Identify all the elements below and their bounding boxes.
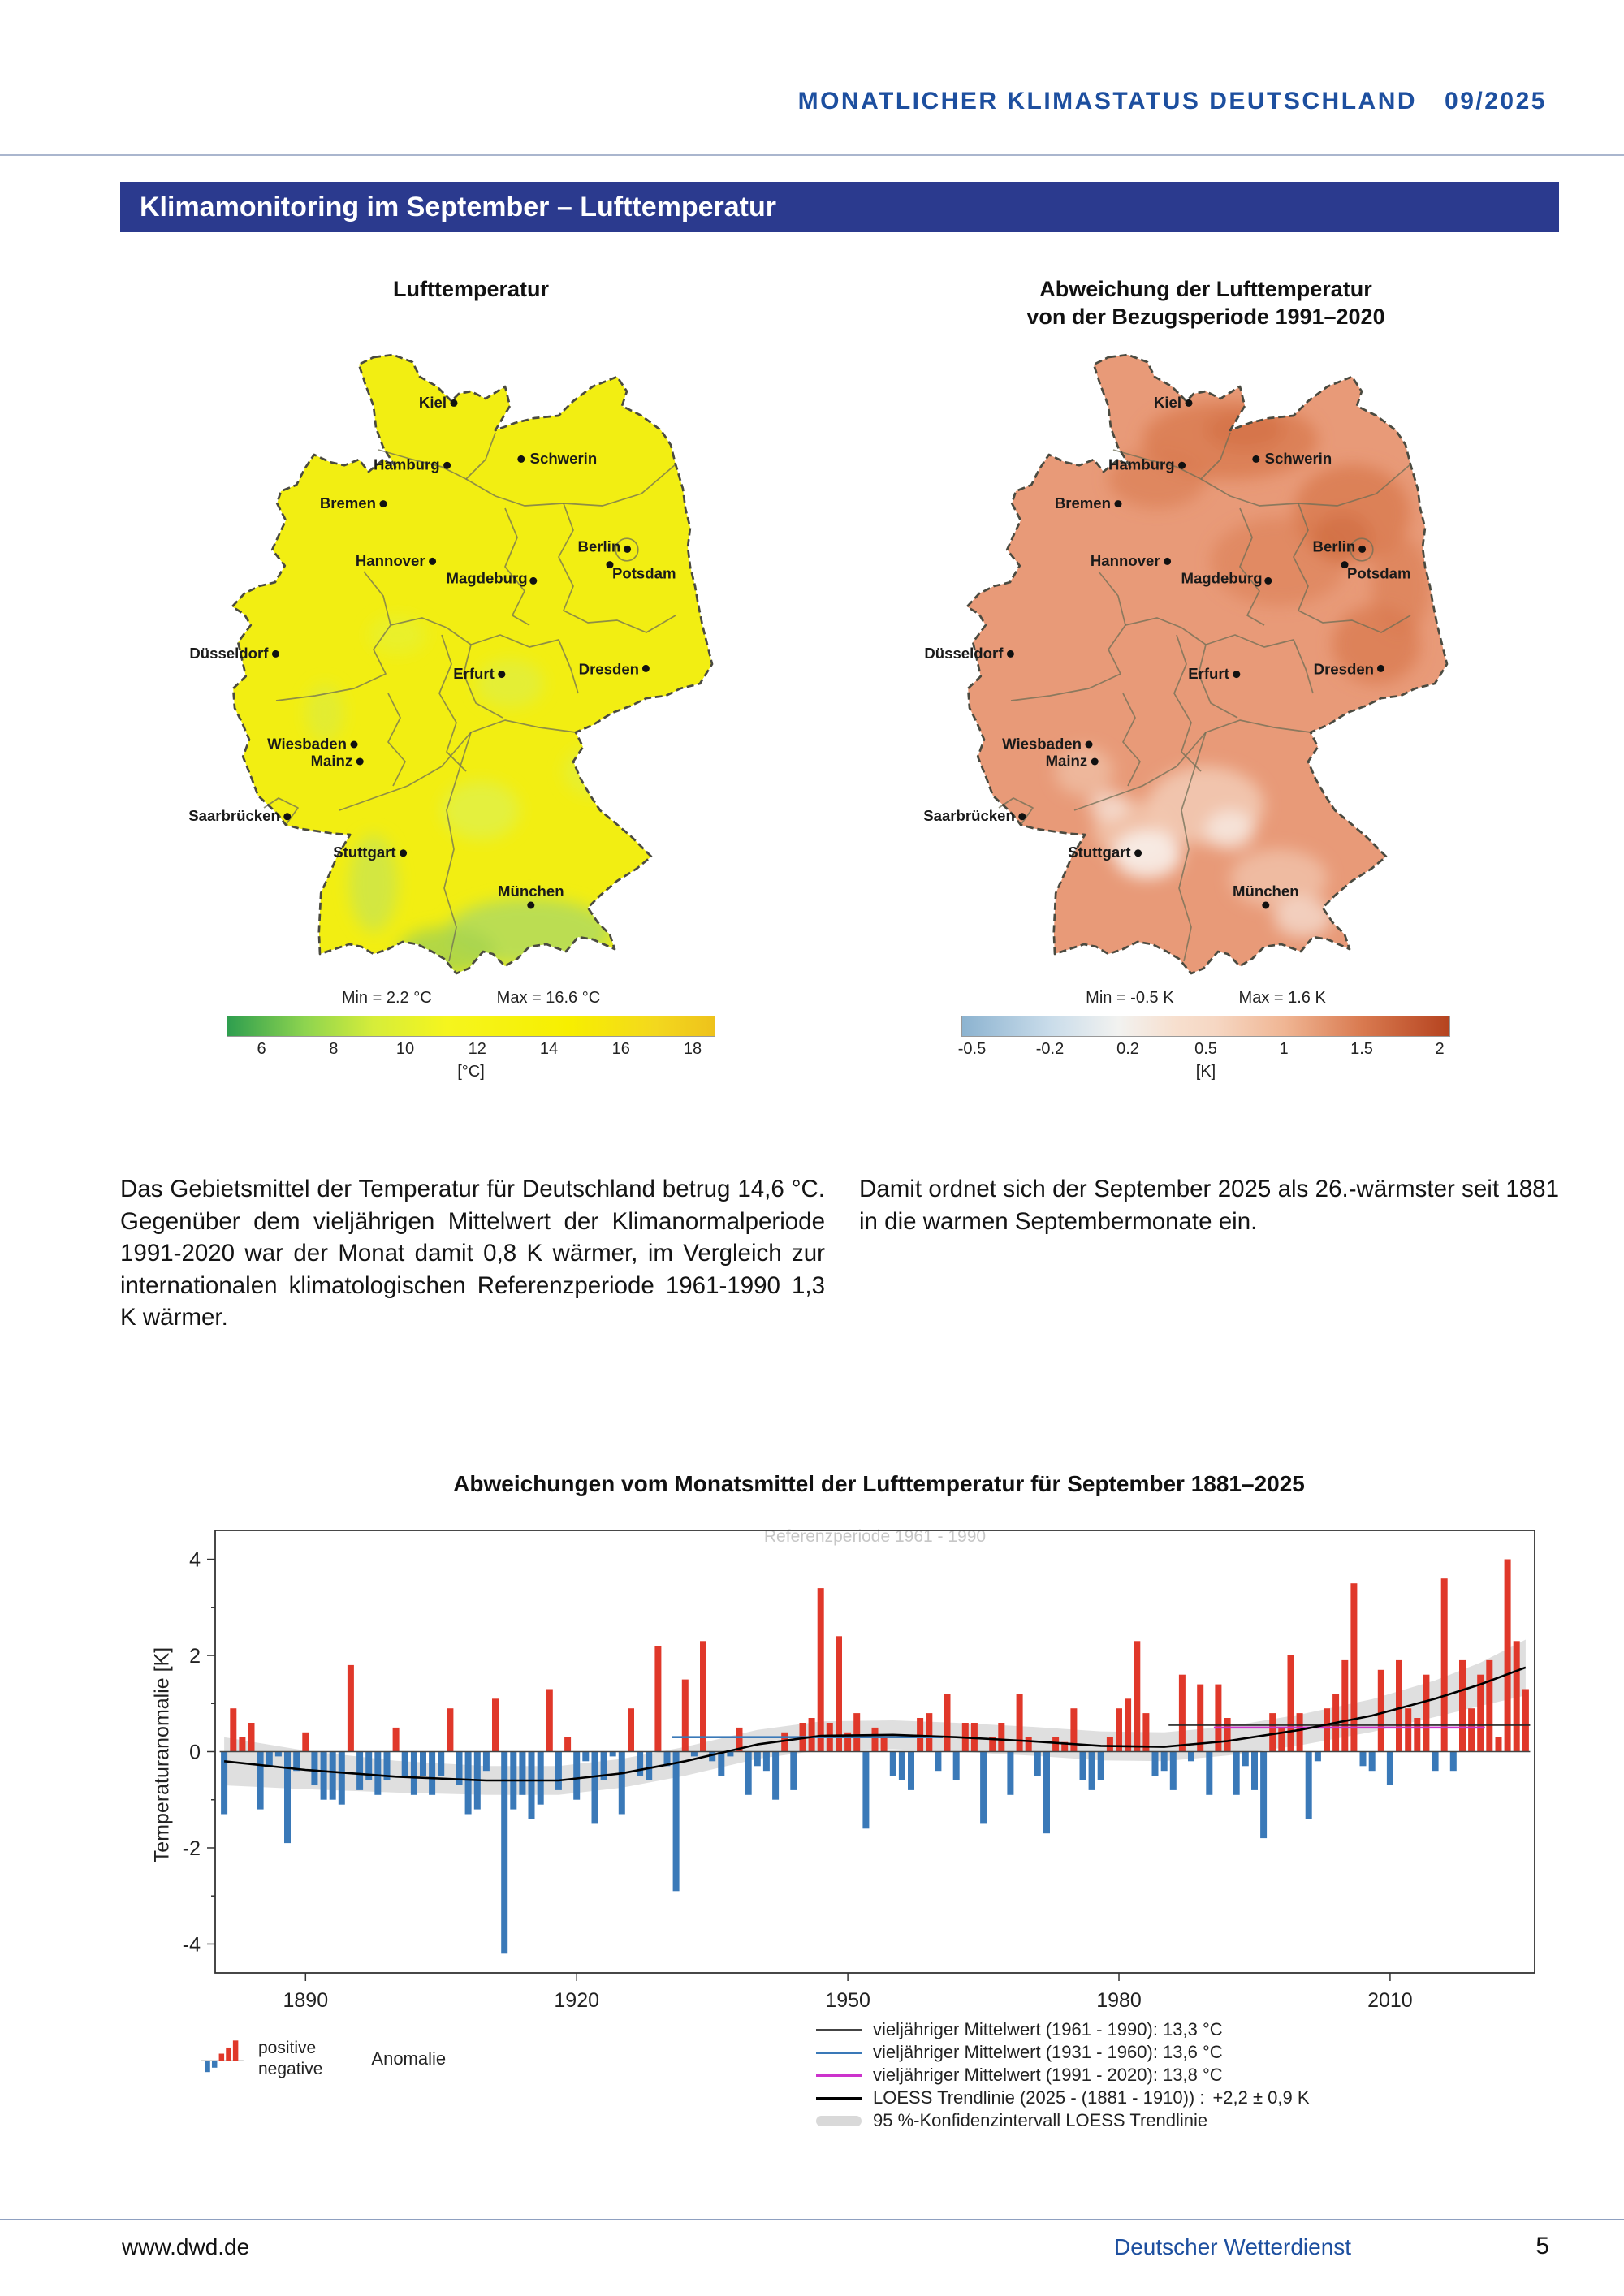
temperature-scale-unit: [°C] [457, 1063, 485, 1081]
anomaly-bar-1990 [1206, 1752, 1212, 1795]
anomaly-bar-1902 [411, 1752, 417, 1795]
anomaly-bar-2011 [1396, 1660, 1402, 1752]
anomaly-minmax [962, 989, 1449, 1008]
scale-tick-label: 18 [683, 1040, 702, 1058]
anomaly-bar-1988 [1188, 1752, 1194, 1762]
x-tick-label: 1920 [554, 1989, 600, 2012]
anomaly-bar-1887 [275, 1752, 282, 1757]
anomaly-bar-1965 [980, 1752, 987, 1824]
temperature-scale-ticks [227, 1040, 715, 1061]
anomaly-bar-1987 [1179, 1675, 1186, 1752]
anomaly-bar-1952 [862, 1752, 869, 1829]
anomaly-scale-unit: [K] [1195, 1063, 1216, 1081]
anomaly-bar-1982 [1134, 1641, 1140, 1751]
city-dot-Hamburg [1178, 462, 1186, 469]
mean-1961-1990-label: vieljähriger Mittelwert (1961 - 1990): 13,3 °C [873, 2019, 1223, 2039]
anomaly-bar-1986 [1170, 1752, 1177, 1790]
anomaly-bar-1886 [266, 1752, 273, 1767]
anomaly-bar-1911 [492, 1698, 499, 1751]
summary-paragraph-right: Damit ordnet sich der September 2025 als 26.-wärmster seit 1881 in die warmen Septembermonate ein. [859, 1176, 1559, 1235]
city-dot-Schwerin [517, 455, 525, 463]
germany-map-temperature [188, 343, 715, 976]
legend-row-loess [816, 2087, 1310, 2109]
city-dot-Mainz [356, 758, 364, 766]
city-label-Düsseldorf: Düsseldorf [924, 644, 1004, 662]
footer-url: www.dwd.de [122, 2234, 250, 2259]
city-dot-Kiel [451, 399, 458, 407]
city-dot-München [1262, 902, 1269, 909]
anomaly-legend-pos-neg [258, 2038, 322, 2081]
city-label-Hannover: Hannover [1090, 551, 1160, 569]
city-label-Berlin: Berlin [1312, 537, 1356, 555]
anomaly-bar-1978 [1098, 1752, 1104, 1781]
city-label-Potsdam: Potsdam [612, 564, 676, 582]
city-label-Düsseldorf: Düsseldorf [189, 644, 269, 662]
anomaly-bar-2003 [1324, 1708, 1330, 1751]
anomaly-bar-1981 [1125, 1698, 1131, 1751]
y-tick-label: -2 [182, 1836, 201, 1860]
city-dot-Wiesbaden [351, 741, 358, 749]
legend-row-mean-1961-1990 [816, 2018, 1310, 2041]
anomaly-bar-1922 [592, 1752, 598, 1824]
anomaly-bar-1929 [654, 1646, 661, 1751]
scale-tick-label: 1.5 [1350, 1040, 1373, 1058]
anomaly-bar-2009 [1378, 1670, 1384, 1752]
anomaly-bar-1893 [330, 1752, 336, 1800]
anomaly-word: Anomalie [371, 2048, 447, 2069]
anomaly-bar-2025 [1522, 1690, 1529, 1752]
temperature-minmax [227, 989, 715, 1008]
footer-organization: Deutscher Wetterdienst [1114, 2234, 1352, 2259]
negative-label: negative [258, 2060, 323, 2078]
anomaly-bar-1912 [501, 1752, 508, 1954]
city-dot-Dresden [642, 665, 650, 672]
section-title-bar [120, 182, 1559, 232]
city-dot-München [527, 902, 534, 909]
city-dot-Wiesbaden [1086, 741, 1093, 749]
anomaly-bar-1895 [348, 1665, 354, 1752]
anomaly-bar-1967 [998, 1723, 1004, 1752]
chart-y-axis-label: Temperaturanomalie [K] [150, 1646, 174, 1863]
loess-swatch [816, 2097, 862, 2100]
x-tick-label: 1980 [1096, 1989, 1142, 2012]
anomaly-bar-1900 [393, 1728, 400, 1752]
city-dot-Saarbrücken [283, 813, 291, 820]
anomaly-bar-1957 [908, 1752, 914, 1790]
anomaly-bar-2014 [1423, 1675, 1429, 1752]
city-label-Mainz: Mainz [310, 752, 353, 770]
city-dot-Stuttgart [1134, 849, 1142, 857]
loess-confidence-band [224, 1640, 1526, 1795]
anomaly-bar-2021 [1486, 1660, 1492, 1752]
city-label-Hamburg: Hamburg [374, 455, 440, 473]
city-dot-Dresden [1377, 665, 1384, 672]
anomaly-bar-1939 [745, 1752, 752, 1795]
anomaly-bar-1953 [872, 1728, 879, 1752]
anomaly-bar-1888 [284, 1752, 291, 1844]
anomaly-bar-1934 [700, 1641, 706, 1751]
city-dot-Erfurt [498, 671, 505, 678]
city-dot-Hannover [1164, 558, 1171, 565]
anomaly-bar-1928 [646, 1752, 652, 1781]
anomaly-bar-1890 [302, 1733, 309, 1752]
anomaly-bar-2010 [1387, 1752, 1393, 1786]
scale-tick-label: 0.5 [1194, 1040, 1217, 1058]
city-dot-Hannover [429, 558, 436, 565]
anomaly-bar-1891 [311, 1752, 317, 1786]
city-dot-Saarbrücken [1018, 813, 1026, 820]
anomaly-bar-2017 [1450, 1752, 1457, 1772]
anomaly-bar-1995 [1251, 1752, 1258, 1790]
anomaly-bar-1884 [248, 1723, 255, 1752]
city-label-Hamburg: Hamburg [1108, 455, 1175, 473]
section-title: Klimamonitoring im September – Lufttemperatur [140, 192, 776, 222]
legend-row-confidence-band [816, 2109, 1310, 2132]
x-tick-label: 1890 [283, 1989, 329, 2012]
scale-tick-label: -0.5 [957, 1040, 987, 1058]
city-dot-Schwerin [1252, 455, 1259, 463]
city-dot-Mainz [1091, 758, 1099, 766]
mean-1991-2020-swatch [816, 2074, 862, 2077]
anomaly-bar-1994 [1242, 1752, 1249, 1767]
max-value: Max = 1.6 K [1238, 989, 1326, 1007]
x-tick-label: 1950 [825, 1989, 870, 2012]
anomaly-bar-1924 [610, 1752, 616, 1757]
city-label-Wiesbaden: Wiesbaden [1002, 735, 1082, 753]
anomaly-bar-1903 [420, 1752, 426, 1776]
x-tick-label: 2010 [1367, 1989, 1413, 2012]
temperature-map-panel [138, 276, 804, 1081]
anomaly-bar-2008 [1369, 1752, 1376, 1772]
anomaly-bar-1971 [1034, 1752, 1041, 1776]
scale-tick-label: -0.2 [1035, 1040, 1065, 1058]
anomaly-bar-1999 [1288, 1655, 1294, 1752]
anomaly-bar-1955 [890, 1752, 896, 1776]
city-label-Magdeburg: Magdeburg [446, 569, 528, 587]
city-label-Erfurt: Erfurt [1188, 665, 1229, 682]
city-label-Hannover: Hannover [355, 551, 425, 569]
anomaly-bar-1916 [538, 1752, 544, 1805]
scale-tick-label: 8 [329, 1040, 339, 1058]
city-dot-Düsseldorf [1007, 650, 1014, 658]
anomaly-map-title-line2: von der Bezugsperiode 1991–2020 [1026, 304, 1385, 329]
anomaly-bar-1997 [1269, 1713, 1276, 1751]
y-tick-label: -4 [182, 1933, 201, 1957]
anomaly-bar-1998 [1278, 1728, 1285, 1752]
y-tick-label: 4 [189, 1548, 201, 1572]
anomaly-bar-1996 [1260, 1752, 1267, 1839]
anomaly-bar-2023 [1505, 1560, 1511, 1752]
temperature-map-title: Lufttemperatur [392, 277, 549, 301]
max-value: Max = 16.6 °C [496, 989, 601, 1007]
scale-tick-label: 16 [611, 1040, 630, 1058]
report-title: MONATLICHER KLIMASTATUS DEUTSCHLAND [797, 88, 1418, 114]
anomaly-bar-1959 [926, 1713, 932, 1751]
city-dot-Düsseldorf [272, 650, 279, 658]
anomaly-map-title [873, 276, 1539, 331]
city-label-Dresden: Dresden [1313, 660, 1374, 678]
anomaly-map-title-line1: Abweichung der Lufttemperatur [1039, 277, 1372, 301]
anomaly-bar-1941 [763, 1752, 770, 1772]
city-label-Mainz: Mainz [1045, 752, 1088, 770]
anomaly-bar-1977 [1089, 1752, 1095, 1790]
anomaly-bar-1904 [429, 1752, 435, 1795]
summary-paragraph-left: Das Gebietsmittel der Temperatur für Deutschland betrug 14,6 °C. Gegenüber dem vieljährigen Mittelwert der Klimanormalperiode 1991-2020 war der Monat damit 0,8 K wärmer, im Vergleich zur internationalen klimatologischen Referenzperiode 1961-1990 1,3 K wärmer. [120, 1176, 825, 1331]
chart-title: Abweichungen vom Monatsmittel der Lufttemperatur für September 1881–2025 [453, 1471, 1305, 1496]
city-dot-Magdeburg [1264, 577, 1272, 585]
anomaly-bar-1969 [1017, 1694, 1023, 1751]
anomaly-bar-1931 [673, 1752, 680, 1892]
anomaly-bar-2013 [1414, 1718, 1420, 1752]
anomaly-scale-ticks [957, 1040, 1449, 1061]
city-label-Wiesbaden: Wiesbaden [267, 735, 347, 753]
anomaly-bar-1946 [809, 1718, 815, 1752]
positive-label: positive [258, 2038, 317, 2057]
city-label-Schwerin: Schwerin [1264, 449, 1332, 467]
anomaly-bar-1917 [546, 1690, 553, 1752]
anomaly-bar-1970 [1026, 1737, 1032, 1752]
anomaly-map-panel [873, 276, 1539, 1081]
anomaly-bar-1894 [339, 1752, 345, 1805]
anomaly-bar-1954 [881, 1737, 888, 1752]
anomaly-bar-1896 [356, 1752, 363, 1790]
anomaly-bar-2019 [1468, 1708, 1475, 1751]
city-label-Bremen: Bremen [1054, 494, 1111, 511]
anomaly-bar-1910 [483, 1752, 490, 1772]
legend-row-mean-1931-1960 [816, 2041, 1310, 2064]
anomaly-bar-1956 [899, 1752, 905, 1781]
anomaly-bar-2002 [1315, 1752, 1321, 1762]
city-label-Dresden: Dresden [578, 660, 639, 678]
city-label-München: München [1233, 883, 1299, 900]
anomaly-color-scale [961, 1016, 1450, 1037]
anomaly-bar-2015 [1432, 1752, 1439, 1772]
anomaly-bar-1968 [1007, 1752, 1013, 1795]
report-issue: 09/2025 [1445, 88, 1547, 114]
footer-divider [0, 2219, 1624, 2220]
min-value: Min = -0.5 K [1086, 989, 1174, 1007]
anomaly-bar-2018 [1459, 1660, 1466, 1752]
city-dot-Bremen [380, 500, 387, 507]
mean-1991-2020-label: vieljähriger Mittelwert (1991 - 2020): 13,8 °C [873, 2065, 1223, 2085]
city-label-Schwerin: Schwerin [529, 449, 598, 467]
anomaly-bar-1979 [1107, 1737, 1113, 1752]
anomaly-bar-1883 [239, 1737, 245, 1752]
mean-1931-1960-swatch [816, 2052, 862, 2054]
confidence-band-swatch [816, 2116, 862, 2126]
city-label-Stuttgart: Stuttgart [1068, 844, 1131, 861]
scale-tick-label: 2 [1435, 1040, 1445, 1058]
anomaly-bar-1944 [790, 1752, 797, 1790]
city-dot-Stuttgart [400, 849, 407, 857]
legend-row-mean-1991-2020 [816, 2064, 1310, 2087]
anomaly-bar-1901 [402, 1752, 408, 1776]
anomaly-bar-1915 [529, 1752, 535, 1819]
anomaly-bar-1976 [1080, 1752, 1086, 1781]
city-dot-Berlin [1358, 546, 1366, 553]
anomaly-bar-2022 [1496, 1737, 1502, 1752]
anomaly-bar-2006 [1350, 1583, 1357, 1751]
anomaly-bar-2024 [1514, 1641, 1520, 1751]
min-value: Min = 2.2 °C [341, 989, 432, 1007]
city-dot-Bremen [1115, 500, 1122, 507]
page-number: 5 [1535, 2233, 1549, 2259]
anomaly-bar-1892 [321, 1752, 327, 1800]
y-tick-label: 0 [189, 1741, 201, 1764]
city-label-Kiel: Kiel [418, 393, 447, 411]
anomaly-bar-1897 [365, 1752, 372, 1781]
anomaly-bar-1972 [1043, 1752, 1050, 1834]
city-label-Kiel: Kiel [1153, 393, 1181, 411]
city-label-Potsdam: Potsdam [1347, 564, 1411, 582]
mean-1931-1960-label: vieljähriger Mittelwert (1931 - 1960): 13,6 °C [873, 2042, 1223, 2062]
anomaly-bar-1918 [555, 1752, 562, 1790]
anomaly-bar-1949 [836, 1636, 842, 1751]
anomaly-bar-1936 [718, 1752, 724, 1776]
anomaly-bar-1993 [1233, 1752, 1240, 1795]
city-label-Saarbrücken: Saarbrücken [188, 807, 280, 825]
scale-tick-label: 12 [468, 1040, 486, 1058]
anomaly-bar-1908 [465, 1752, 472, 1815]
anomaly-bar-1914 [519, 1752, 525, 1795]
city-dot-Erfurt [1233, 671, 1240, 678]
anomaly-bar-2020 [1477, 1675, 1484, 1752]
scale-tick-label: 0.2 [1116, 1040, 1139, 1058]
scale-tick-label: 6 [257, 1040, 266, 1058]
scale-tick-label: 1 [1279, 1040, 1289, 1058]
anomaly-bar-1898 [374, 1752, 381, 1795]
anomaly-legend-icon [201, 2034, 245, 2084]
anomaly-bar-1919 [564, 1737, 571, 1752]
anomaly-bar-1933 [691, 1752, 698, 1757]
anomaly-legend [201, 2034, 446, 2084]
anomaly-bar-1882 [230, 1708, 236, 1751]
temperature-color-scale [227, 1016, 715, 1037]
anomaly-bar-1906 [447, 1708, 453, 1751]
anomaly-bar-1960 [935, 1752, 941, 1772]
anomaly-bar-1947 [818, 1588, 824, 1751]
anomaly-bar-1932 [682, 1680, 689, 1752]
city-label-Saarbrücken: Saarbrücken [923, 807, 1015, 825]
city-label-Stuttgart: Stuttgart [333, 844, 396, 861]
report-header [0, 88, 1547, 115]
anomaly-bar-1927 [637, 1752, 643, 1776]
anomaly-bar-2000 [1297, 1713, 1303, 1751]
city-label-München: München [498, 883, 564, 900]
anomaly-bar-2007 [1360, 1752, 1367, 1767]
loess-trend-value: +2,2 ± 0,9 K [1212, 2087, 1310, 2108]
city-dot-Kiel [1186, 399, 1193, 407]
anomaly-bar-1962 [953, 1752, 960, 1781]
city-label-Magdeburg: Magdeburg [1181, 569, 1263, 587]
anomaly-bar-1920 [573, 1752, 580, 1800]
anomaly-bar-1940 [754, 1752, 761, 1767]
anomaly-bar-2005 [1341, 1660, 1348, 1752]
anomaly-bar-1973 [1052, 1737, 1059, 1752]
city-dot-Berlin [624, 546, 631, 553]
city-dot-Hamburg [443, 462, 451, 469]
loess-label: LOESS Trendlinie (2025 - (1881 - 1910)) : [873, 2087, 1205, 2108]
germany-map-anomaly [923, 343, 1449, 976]
city-label-Berlin: Berlin [577, 537, 621, 555]
city-label-Erfurt: Erfurt [453, 665, 495, 682]
city-dot-Magdeburg [529, 577, 537, 585]
city-label-Bremen: Bremen [319, 494, 376, 511]
anomaly-bar-1937 [727, 1752, 733, 1757]
confidence-band-label: 95 %-Konfidenzintervall LOESS Trendlinie [873, 2110, 1208, 2130]
anomaly-bar-1921 [582, 1752, 589, 1762]
anomaly-bar-1905 [438, 1752, 444, 1776]
chart-watermark: Referenzperiode 1961 - 1990 [763, 1527, 987, 1546]
y-tick-label: 2 [189, 1645, 201, 1668]
anomaly-bar-2001 [1306, 1752, 1312, 1819]
anomaly-bar-1989 [1197, 1685, 1203, 1752]
anomaly-bar-2012 [1405, 1708, 1411, 1751]
anomaly-bar-chart [122, 1498, 1543, 2050]
anomaly-bar-1961 [944, 1694, 951, 1751]
anomaly-bar-1951 [853, 1713, 860, 1751]
scale-tick-label: 10 [395, 1040, 415, 1058]
chart-legend [816, 2018, 1310, 2132]
mean-1961-1990-swatch [816, 2029, 862, 2031]
header-divider [0, 154, 1624, 156]
anomaly-bar-1992 [1224, 1718, 1231, 1752]
scale-tick-label: 14 [539, 1040, 559, 1058]
anomaly-bar-1984 [1152, 1752, 1159, 1776]
anomaly-bar-1926 [628, 1708, 634, 1751]
anomaly-bar-1885 [257, 1752, 264, 1810]
anomaly-bar-1942 [772, 1752, 779, 1800]
anomaly-bar-1925 [619, 1752, 625, 1815]
anomaly-bar-1985 [1161, 1752, 1168, 1772]
